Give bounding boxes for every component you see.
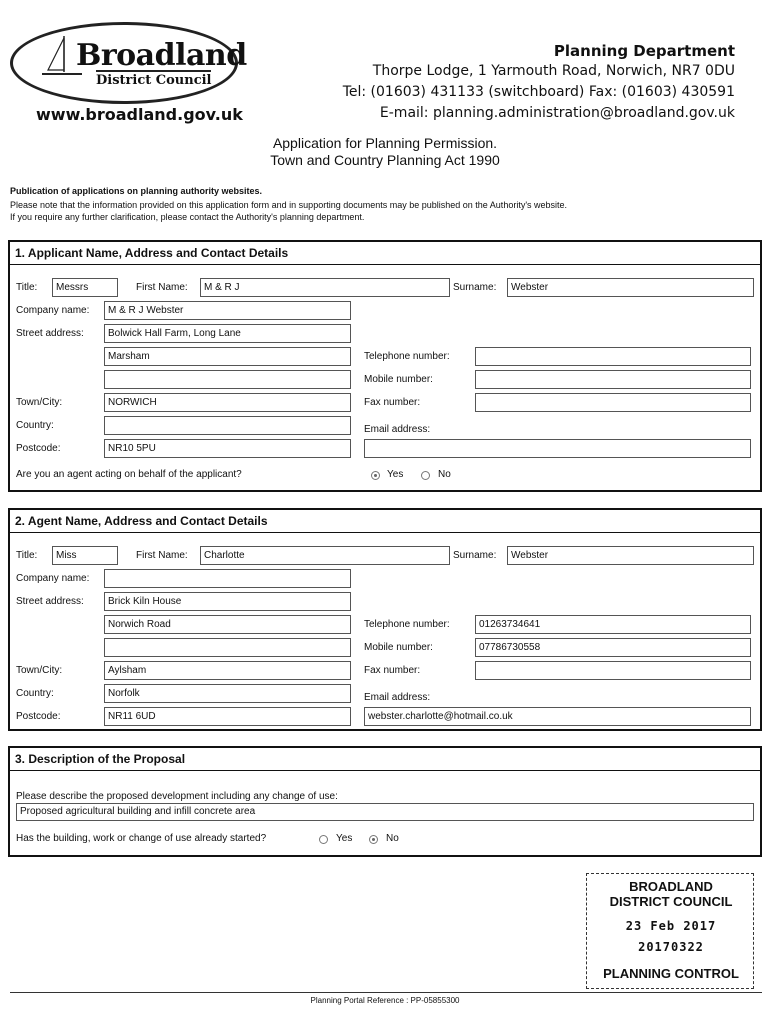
- department-phone: Tel: (01603) 431133 (switchboard) Fax: (01603) 430591: [342, 84, 735, 100]
- website-link[interactable]: www.broadland.gov.uk: [36, 105, 243, 124]
- street-label: Street address:: [16, 328, 84, 339]
- first-name-label: First Name:: [136, 282, 188, 293]
- proposal-description-field[interactable]: Proposed agricultural building and infill concrete area: [16, 803, 754, 821]
- stamp-date: 23 Feb 2017: [625, 919, 717, 933]
- logo-name: Broadland: [76, 38, 247, 73]
- first-name-field[interactable]: Charlotte: [200, 546, 450, 565]
- country-field[interactable]: Norfolk: [104, 684, 351, 703]
- street-label: Street address:: [16, 596, 84, 607]
- form-subtitle: Town and Country Planning Act 1990: [270, 152, 500, 168]
- publication-note: Please note that the information provided on this application form and in supporting documents may be published on the Authority's website.: [10, 200, 568, 210]
- street-field-1[interactable]: Brick Kiln House: [104, 592, 351, 611]
- company-field[interactable]: M & R J Webster: [104, 301, 351, 320]
- surname-label: Surname:: [453, 282, 497, 293]
- section-divider: [10, 770, 760, 771]
- postcode-field[interactable]: NR10 5PU: [104, 439, 351, 458]
- fax-label: Fax number:: [364, 665, 421, 676]
- logo-subtitle: District Council: [96, 70, 211, 88]
- started-question: Has the building, work or change of use already started?: [16, 833, 267, 844]
- fax-field[interactable]: [475, 661, 751, 680]
- email-label: Email address:: [364, 692, 431, 703]
- form-title: Application for Planning Permission.: [272, 135, 498, 151]
- first-name-field[interactable]: M & R J: [200, 278, 450, 297]
- email-label: Email address:: [364, 424, 431, 435]
- section-divider: [10, 532, 760, 533]
- stamp-district: DISTRICT COUNCIL: [609, 894, 733, 909]
- street-field-2[interactable]: Marsham: [104, 347, 351, 366]
- portal-reference: Planning Portal Reference : PP-05855300: [310, 996, 460, 1005]
- agent-no-label: No: [438, 469, 451, 480]
- started-yes-radio[interactable]: [319, 835, 328, 844]
- started-no-radio[interactable]: [369, 835, 378, 844]
- section-heading: 3. Description of the Proposal: [15, 752, 186, 766]
- started-yes-label: Yes: [336, 833, 353, 844]
- agent-question: Are you an agent acting on behalf of the applicant?: [16, 469, 242, 480]
- telephone-label: Telephone number:: [364, 351, 450, 362]
- title-label: Title:: [16, 282, 38, 293]
- town-field[interactable]: NORWICH: [104, 393, 351, 412]
- email-field[interactable]: [364, 439, 751, 458]
- mobile-label: Mobile number:: [364, 374, 433, 385]
- section-heading: 1. Applicant Name, Address and Contact Details: [15, 246, 289, 260]
- mobile-label: Mobile number:: [364, 642, 433, 653]
- stamp-reference: 20170322: [638, 940, 704, 954]
- town-label: Town/City:: [16, 397, 63, 408]
- title-label: Title:: [16, 550, 38, 561]
- town-label: Town/City:: [16, 665, 63, 676]
- agent-section: [8, 508, 762, 731]
- footer-divider: [10, 992, 762, 993]
- street-field-3[interactable]: [104, 638, 351, 657]
- proposal-section: [8, 746, 762, 857]
- surname-field[interactable]: Webster: [507, 546, 754, 565]
- surname-field[interactable]: Webster: [507, 278, 754, 297]
- street-field-3[interactable]: [104, 370, 351, 389]
- department-email: E-mail: planning.administration@broadland.gov.uk: [379, 105, 735, 121]
- received-stamp: [586, 873, 754, 989]
- telephone-field[interactable]: [475, 347, 751, 366]
- fax-label: Fax number:: [364, 397, 421, 408]
- mobile-field[interactable]: [475, 370, 751, 389]
- first-name-label: First Name:: [136, 550, 188, 561]
- telephone-label: Telephone number:: [364, 619, 450, 630]
- country-label: Country:: [16, 688, 54, 699]
- company-label: Company name:: [16, 305, 90, 316]
- publication-contact: If you require any further clarification, please contact the Authority's planning department.: [10, 212, 365, 222]
- started-no-label: No: [386, 833, 399, 844]
- company-label: Company name:: [16, 573, 90, 584]
- title-field[interactable]: Messrs: [52, 278, 118, 297]
- country-field[interactable]: [104, 416, 351, 435]
- fax-field[interactable]: [475, 393, 751, 412]
- applicant-section: [8, 240, 762, 492]
- section-heading: 2. Agent Name, Address and Contact Details: [15, 514, 268, 528]
- department-address: Thorpe Lodge, 1 Yarmouth Road, Norwich, NR7 0DU: [372, 63, 735, 79]
- proposal-prompt: Please describe the proposed development including any change of use:: [16, 791, 338, 802]
- postcode-field[interactable]: NR11 6UD: [104, 707, 351, 726]
- surname-label: Surname:: [453, 550, 497, 561]
- publication-heading: Publication of applications on planning authority websites.: [10, 186, 263, 196]
- postcode-label: Postcode:: [16, 711, 61, 722]
- stamp-planning-control: PLANNING CONTROL: [603, 966, 739, 981]
- company-field[interactable]: [104, 569, 351, 588]
- department-title: Planning Department: [553, 42, 735, 60]
- title-field[interactable]: Miss: [52, 546, 118, 565]
- telephone-field[interactable]: 01263734641: [475, 615, 751, 634]
- section-divider: [10, 264, 760, 265]
- stamp-council: BROADLAND: [629, 879, 713, 894]
- email-field[interactable]: webster.charlotte@hotmail.co.uk: [364, 707, 751, 726]
- town-field[interactable]: Aylsham: [104, 661, 351, 680]
- street-field-2[interactable]: Norwich Road: [104, 615, 351, 634]
- agent-yes-radio[interactable]: [371, 471, 380, 480]
- agent-yes-label: Yes: [387, 469, 404, 480]
- postcode-label: Postcode:: [16, 443, 61, 454]
- mobile-field[interactable]: 07786730558: [475, 638, 751, 657]
- country-label: Country:: [16, 420, 54, 431]
- agent-no-radio[interactable]: [421, 471, 430, 480]
- street-field-1[interactable]: Bolwick Hall Farm, Long Lane: [104, 324, 351, 343]
